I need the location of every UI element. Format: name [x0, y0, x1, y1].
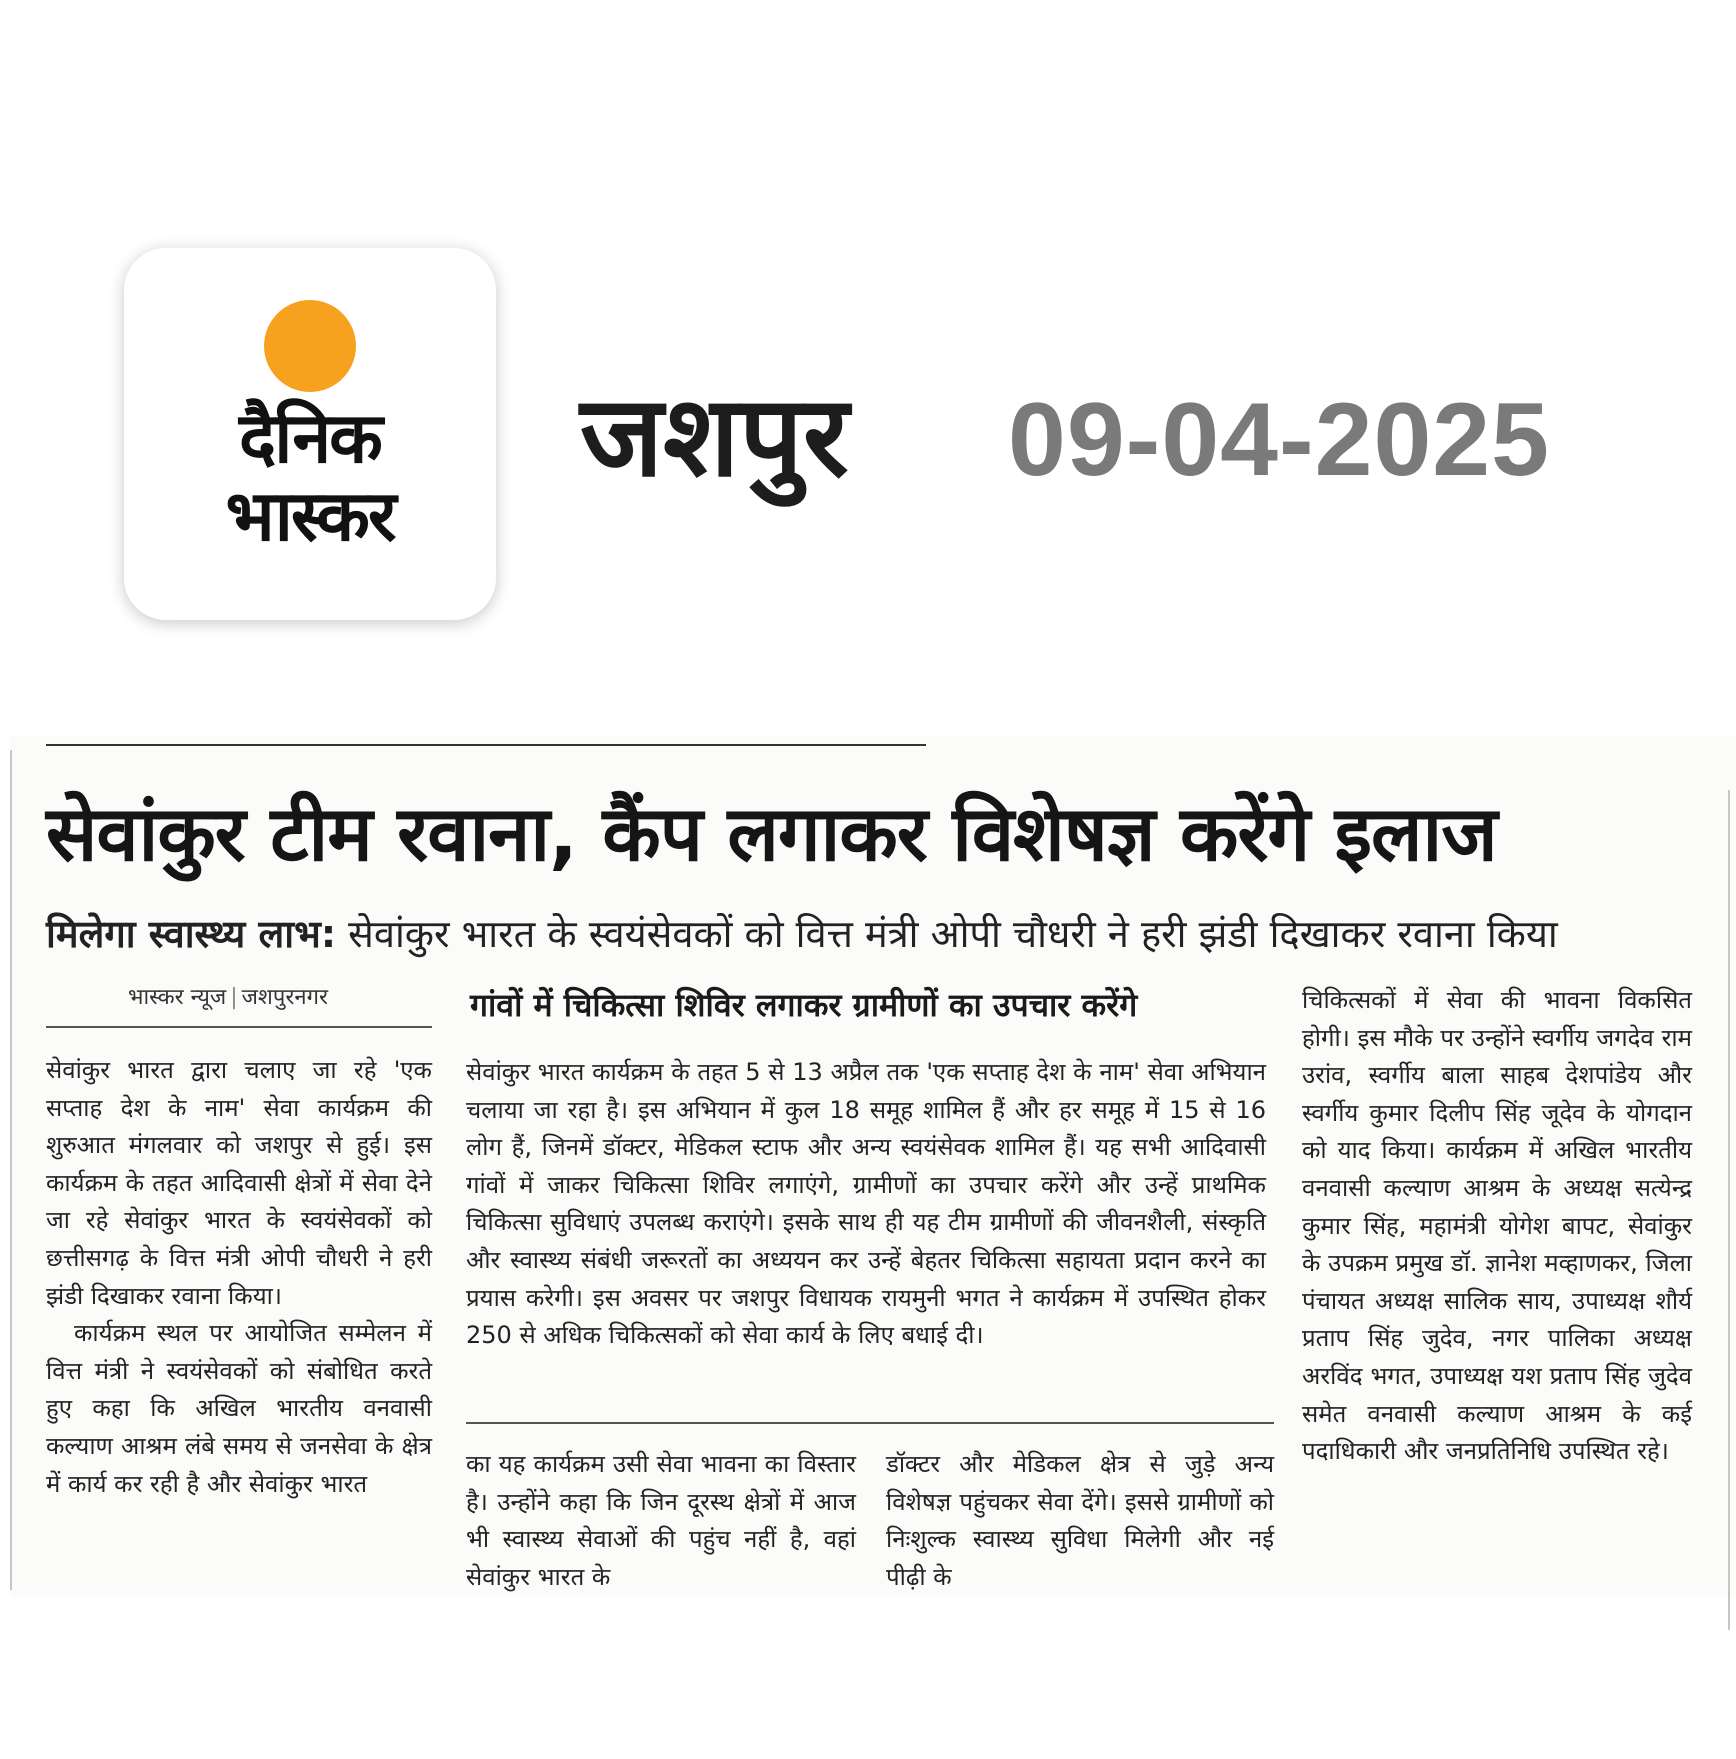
article-headline: सेवांकुर टीम रवाना, कैंप लगाकर विशेषज्ञ करेंगे इलाज: [46, 789, 1497, 878]
column-2: [466, 1446, 856, 1596]
column-1-paragraph-1: सेवांकुर भारत द्वारा चलाए जा रहे 'एक सप्ताह देश के नाम' सेवा कार्यक्रम की शुरुआत मंगलवार को जशपुर से हुई। इस कार्यक्रम के तहत आदिवासी क्षेत्रों में सेवा देने जा रहे सेवांकुर भारत के स्वयंसेवकों को छत्तीसगढ़ के वित्त मंत्री ओपी चौधरी ने हरी झंडी दिखाकर रवाना किया।: [46, 1056, 432, 1310]
column-1-paragraph-2: कार्यक्रम स्थल पर आयोजित सम्मेलन में वित्त मंत्री ने स्वयंसेवकों को संबोधित करते हुए कहा कि अखिल भारतीय वनवासी कल्याण आश्रम लंबे समय से जनसेवा के क्षेत्र में कार्य कर रही है और सेवांकुर भारत: [46, 1319, 432, 1498]
middle-subheading: गांवों में चिकित्सा शिविर लगाकर ग्रामीणों का उपचार करेंगे: [470, 986, 1138, 1024]
cut-off-text-strip: [956, 728, 1696, 744]
byline-source: भास्कर न्यूज: [128, 985, 227, 1010]
byline-separator: |: [230, 985, 238, 1010]
column-3-text: डॉक्टर और मेडिकल क्षेत्र से जुड़े अन्य विशेषज्ञ पहुंचकर सेवा देंगे। इससे ग्रामीणों को निःशुल्क स्वास्थ्य सुविधा मिलेगी और नई पीढ़ी के: [886, 1450, 1274, 1591]
logo-text-line2: भास्कर: [225, 475, 395, 557]
column-4-text: चिकित्सकों में सेवा की भावना विकसित होगी। इस मौके पर उन्होंने स्वर्गीय जगदेव राम उरांव, स्वर्गीय बाला साहब देशपांडेय और स्वर्गीय कुमार दिलीप सिंह जूदेव के योगदान को याद किया। कार्यक्रम में अखिल भारतीय वनवासी कल्याण आश्रम के अध्यक्ष सत्येन्द्र कुमार सिंह, महामंत्री योगेश बापट, सेवांकुर के उपक्रम प्रमुख डॉ. ज्ञानेश मव्हाणकर, जिला पंचायत अध्यक्ष सालिक साय, उपाध्यक्ष शौर्य प्रताप सिंह जुदेव, नगर पालिका अध्यक्ष अरविंद भगत, उपाध्यक्ष यश प्रताप सिंह जुदेव समेत वनवासी कल्याण आश्रम के कई पदाधिकारी और जनप्रतिनिधि उपस्थित रहे।: [1302, 986, 1692, 1466]
middle-block: [466, 1054, 1266, 1355]
column-3: [886, 1446, 1274, 1596]
middle-paragraph: सेवांकुर भारत कार्यक्रम के तहत 5 से 13 अप्रैल तक 'एक सप्ताह देश के नाम' सेवा अभियान चलाया जा रहा है। इस अभियान में कुल 18 समूह शामिल हैं और हर समूह में 15 से 16 लोग हैं, जिनमें डॉक्टर, मेडिकल स्टाफ और अन्य स्वयंसेवक शामिल हैं। यह सभी आदिवासी गांवों में जाकर चिकित्सा शिविर लगाएंगे, ग्रामीणों का उपचार करेंगे और उन्हें प्राथमिक चिकित्सा सुविधाएं उपलब्ध कराएंगे। इसके साथ ही यह टीम ग्रामीणों की जीवनशैली, संस्कृति और स्वास्थ्य संबंधी जरूरतों का अध्ययन कर उन्हें बेहतर चिकित्सा सहायता प्रदान करने का प्रयास करेगी। इस अवसर पर जशपुर विधायक रायमुनी भगत ने कार्यक्रम में उपस्थित होकर 250 से अधिक चिकित्सकों को सेवा कार्य के लिए बधाई दी।: [466, 1058, 1266, 1350]
column-4: [1302, 982, 1692, 1471]
top-divider: [46, 744, 926, 746]
middle-divider: [466, 1422, 1274, 1424]
column-2-text: का यह कार्यक्रम उसी सेवा भावना का विस्तार है। उन्होंने कहा कि जिन दूरस्थ क्षेत्रों में आज भी स्वास्थ्य सेवाओं की पहुंच नहीं है, वहां सेवांकुर भारत के: [466, 1450, 856, 1591]
byline-place: जशपुरनगर: [241, 985, 328, 1010]
article-subheadline: [46, 908, 1706, 960]
clipping-edge-left: [10, 750, 12, 1590]
logo-text-line1: दैनिक: [239, 397, 381, 479]
sun-logo-icon: [264, 300, 356, 392]
edition-date: 09-04-2025: [1008, 382, 1550, 498]
column-1: [46, 1052, 432, 1503]
subhead-lead: मिलेगा स्वास्थ्य लाभ:: [46, 912, 337, 956]
byline-divider: [46, 1026, 432, 1028]
subhead-text: सेवांकुर भारत के स्वयंसेवकों को वित्त मंत्री ओपी चौधरी ने हरी झंडी दिखाकर रवाना किया: [348, 912, 1558, 956]
clipping-edge-right: [1728, 790, 1730, 1630]
byline: [128, 983, 328, 1013]
newspaper-logo: [124, 248, 496, 620]
edition-city: जशपुर: [580, 372, 849, 502]
